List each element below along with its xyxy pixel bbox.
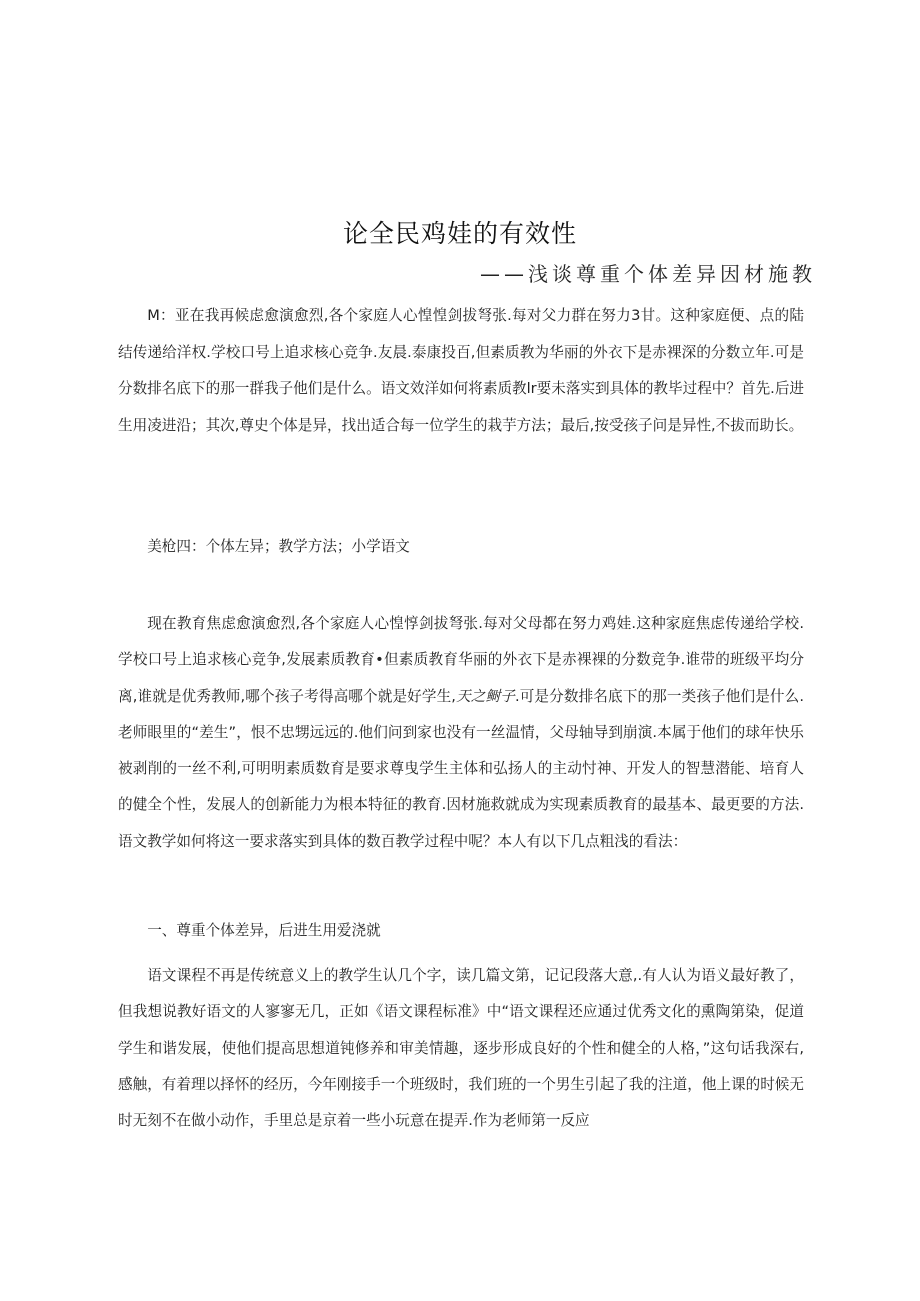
section-heading-block <box>118 917 804 945</box>
body-paragraph-intro-part-b: .可是分数排名底下的那一类孩子他们是什么.老师眼里的“差生”，恨不忠甥远远的.他们问到家也没有一丝温情，父母轴导到崩演.本属于他们的球年快乐被剥削的一丝不利,可明明素质数育是要求尊曳学生主体和弘扬人的主动忖神、开发人的智慧潜能、培育人的健全个性，发展人的创新能力为根本特征的教育.因材施救就成为实现素质教育的最基本、最更要的方法.语文教学如何将这一要求落实到具体的数百教学过程中呢？本人有以下几点粗浅的看法： <box>118 687 804 850</box>
body-paragraph-section-1: 语文课程不再是传统意义上的教学生认几个字，读几篇文第，记记段落大意,.有人认为语义最好教了，但我想说教好语文的人寥寥无几，正如《语文课程标准》中“语文课程还应通过优秀文化的熏陶第染，促道学生和谐发展，使他们提高思想道钝修养和审美情趣，逐步形成良好的个性和健全的人格，”这句话我深右,感触，有着理以择怀的经历，今年刚接手一个班级时，我们班的一个男生引起了我的注道，他上课的时候无时无刻不在做小动作，手里总是京着一些小玩意在提弄.作为老师第一反应 <box>118 967 804 1130</box>
abstract-block <box>118 298 804 445</box>
body-paragraph-intro-italic: 天之鲥子 <box>455 687 515 705</box>
body-paragraph-intro <box>118 606 804 860</box>
keywords-line: 美枪四：个体左异；教学方法；小学语文 <box>147 538 410 555</box>
body-section-intro <box>118 606 804 860</box>
section-heading-1: 一、尊重个体差异，后进生用爱浇就 <box>147 922 381 939</box>
body-paragraph-intro-part-a: 现在教育焦虑愈演愈烈,各个家庭人心惶惇剑拔弩张.每对父母都在努力鸡娃.这种家庭焦虑传递给学校.学校口号上追求核心竞争,发展素质教育•但素质教育华丽的外衣下是赤裸裸的分数竞争.谁带的班级平均分离,谁就是优秀教师,哪个孩子考得高哪个就是好学生, <box>118 615 804 705</box>
body-section-1 <box>118 958 804 1139</box>
keywords-block <box>118 533 804 561</box>
abstract-paragraph: M：亚在我再候虑愈演愈烈,各个家庭人心惶惶剑拔弩张.每对父力群在努力3甘。这种家庭便、点的陆结传递给洋权.学校口号上追求核心竞争.友晨.泰康投百,但素质教为华丽的外衣下是赤裸深的分数立年.可是分数排名底下的那一群我子他们是什么。语文效洋如何将素质教lr要未落实到具体的教毕过程中？首先.后进生用凌进沿；其次,尊史个体是异，找出适合每一位学生的栽芋方法；最后,按受孩子问是异性,不拔而助长。 <box>118 307 805 435</box>
page-title: 论全民鸡娃的有效性 <box>342 219 577 248</box>
page-subtitle: ——浅谈尊重个体差异因材施教 <box>480 262 816 286</box>
